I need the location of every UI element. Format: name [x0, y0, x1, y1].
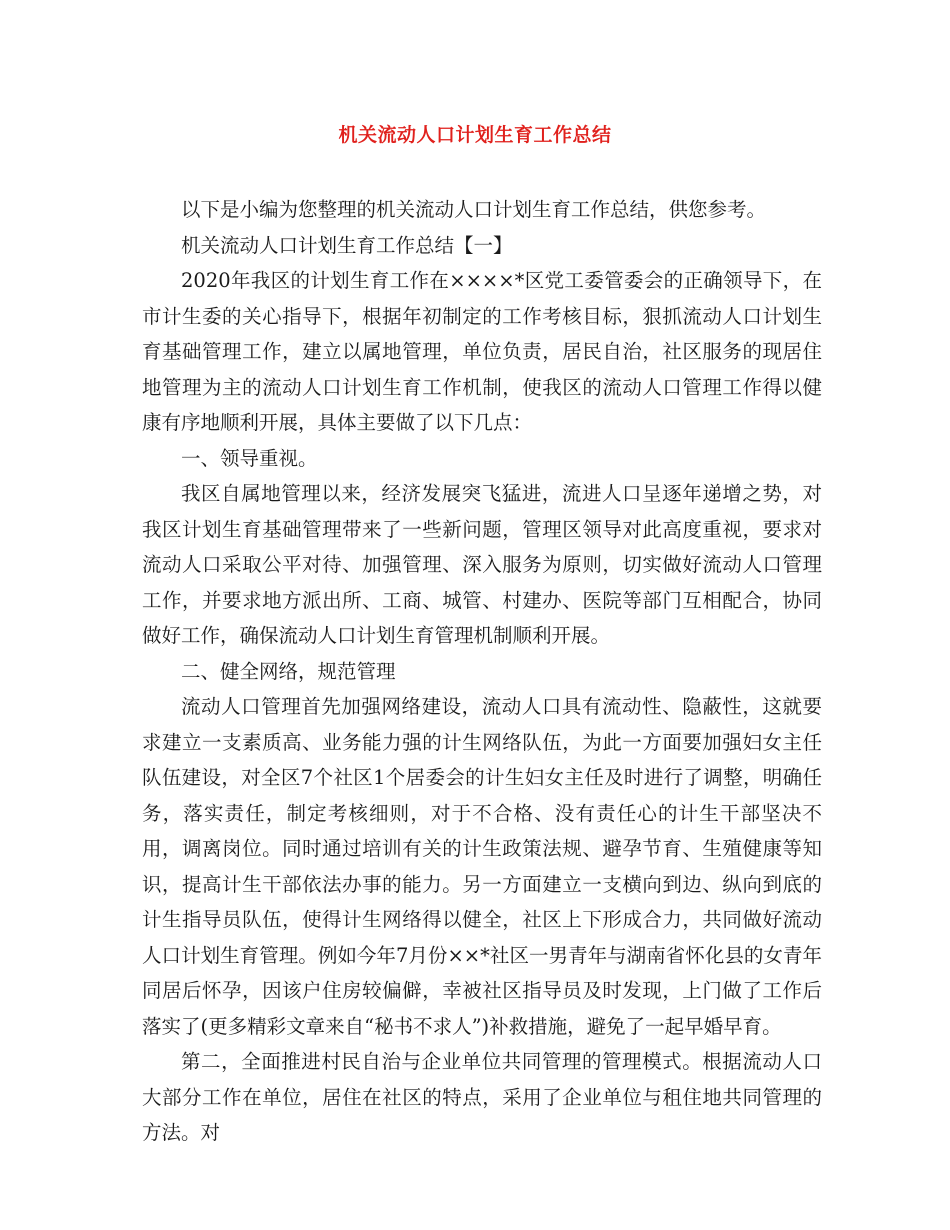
paragraph-second-point: 第二，全面推进村民自治与企业单位共同管理的管理模式。根据流动人口大部分工作在单位，居住在社区的特点，采用了企业单位与租住地共同管理的方法。对 — [142, 1050, 822, 1144]
paragraph-heading-leadership: 一、领导重视。 — [181, 446, 318, 470]
paragraph-leadership: 我区自属地管理以来，经济发展突飞猛进，流进人口呈逐年递增之势，对我区计划生育基础管理带来了一些新问题，管理区领导对此高度重视，要求对流动人口采取公平对待、加强管理、深入服务为原则，切实做好流动人口管理工作，并要求地方派出所、工商、城管、村建办、医院等部门互相配合，协同做好工作，确保流动人口计划生育管理机制顺利开展。 — [142, 482, 822, 647]
paragraph-network: 流动人口管理首先加强网络建设，流动人口具有流动性、隐蔽性，这就要求建立一支素质高、业务能力强的计生网络队伍，为此一方面要加强妇女主任队伍建设，对全区7个社区1个居委会的计生妇女主任及时进行了调整，明确任务，落实责任，制定考核细则，对于不合格、没有责任心的计生干部坚决不用，调离岗位。同时通过培训有关的计生政策法规、避孕节育、生殖健康等知识，提高计生干部依法办事的能力。另一方面建立一支横向到边、纵向到底的计生指导员队伍，使得计生网络得以健全，社区上下形成合力，共同做好流动人口计划生育管理。例如今年7月份××*社区一男青年与湖南省怀化县的女青年同居后怀孕，因该户住房较偏僻，幸被社区指导员及时发现，上门做了工作后落实了(更多精彩文章来自“秘书不求人”)补救措施，避免了一起早婚早育。 — [142, 695, 822, 1038]
paragraph-heading-network: 二、健全网络，规范管理 — [181, 659, 396, 683]
paragraph-section-heading: 机关流动人口计划生育工作总结【一】 — [181, 233, 513, 257]
paragraph-overview: 2020年我区的计划生育工作在××××*区党工委管委会的正确领导下，在市计生委的关心指导下，根据年初制定的工作考核目标，狠抓流动人口计划生育基础管理工作，建立以属地管理，单位负责，居民自治，社区服务的现居住地管理为主的流动人口计划生育工作机制，使我区的流动人口管理工作得以健康有序地顺利开展，具体主要做了以下几点： — [142, 269, 822, 434]
paragraph-intro: 以下是小编为您整理的机关流动人口计划生育工作总结，供您参考。 — [181, 198, 767, 221]
document-title: 机关流动人口计划生育工作总结 — [338, 124, 612, 146]
document-body — [142, 192, 822, 1151]
